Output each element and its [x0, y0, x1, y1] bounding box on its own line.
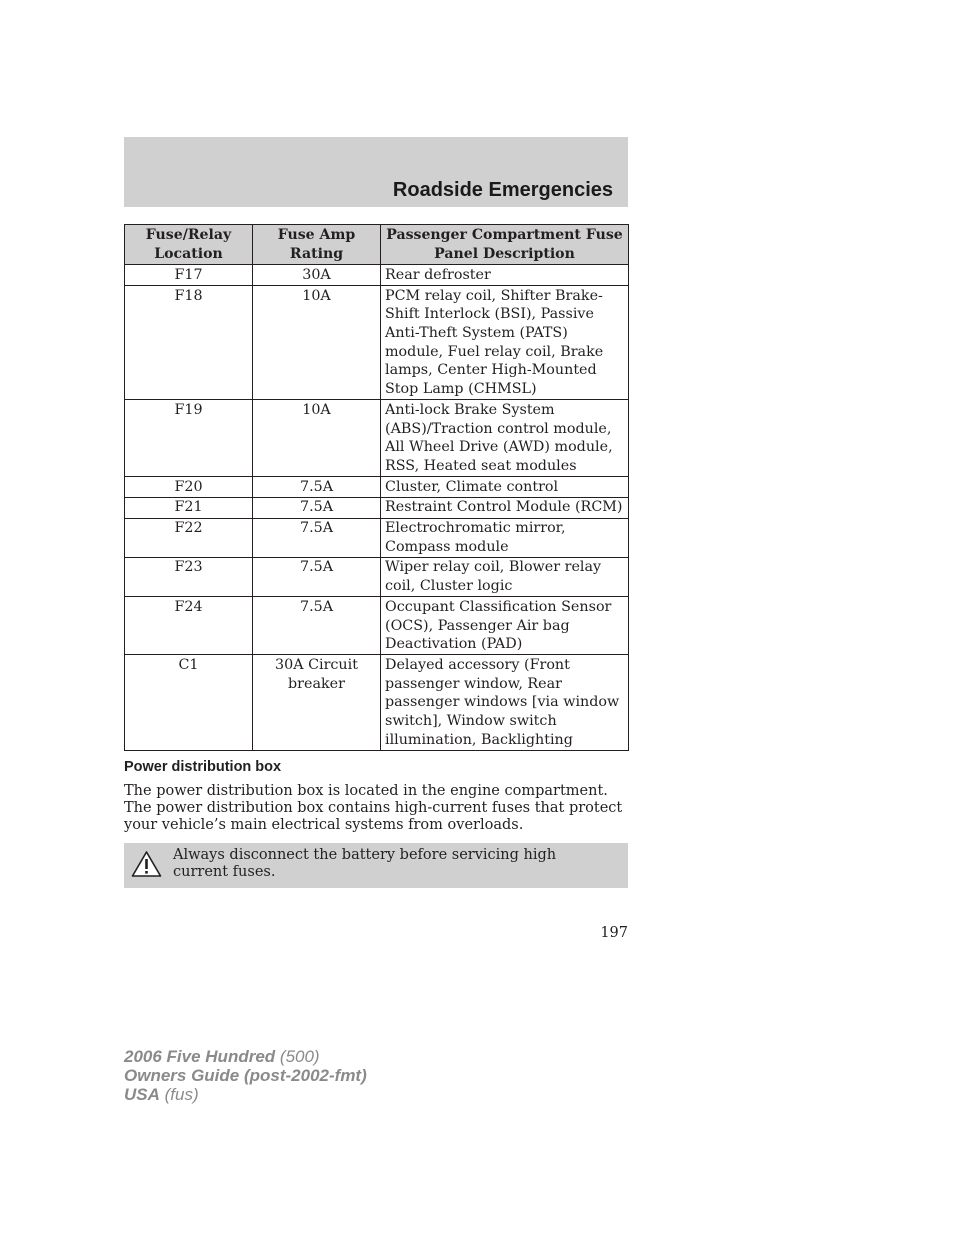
cell-location: F22 [125, 518, 253, 557]
cell-location: F23 [125, 557, 253, 596]
cell-description: Cluster, Climate control [381, 477, 629, 498]
cell-rating: 10A [253, 286, 381, 400]
column-header-location: Fuse/Relay Location [125, 225, 253, 265]
page-number: 197 [600, 925, 628, 941]
cell-description: Electrochromatic mirror, Compass module [381, 518, 629, 557]
section-heading: Power distribution box [124, 759, 282, 775]
footer-line-market [124, 1085, 367, 1104]
table-row [125, 265, 629, 286]
cell-description: Restraint Control Module (RCM) [381, 497, 629, 518]
section-body-text: The power distribution box is located in the engine compartment. The power distribution box contains high-current fuses that protect your vehicle’s main electrical systems from overloads. [124, 783, 623, 833]
cell-location: F21 [125, 497, 253, 518]
cell-rating: 7.5A [253, 518, 381, 557]
warning-text: Always disconnect the battery before servicing high current fuses. [173, 847, 557, 880]
cell-description: Occupant Classification Sensor (OCS), Passenger Air bag Deactivation (PAD) [381, 597, 629, 655]
cell-rating: 30A [253, 265, 381, 286]
footer-market-code: (fus) [164, 1085, 199, 1104]
cell-rating: 7.5A [253, 477, 381, 498]
footer-model-code: (500) [279, 1047, 320, 1066]
cell-location: F19 [125, 400, 253, 477]
cell-rating: 7.5A [253, 497, 381, 518]
cell-description: Anti-lock Brake System (ABS)/Traction control module, All Wheel Drive (AWD) module, RSS, Heated seat modules [381, 400, 629, 477]
table-header-row [125, 225, 629, 265]
table-row [125, 477, 629, 498]
section-title: Roadside Emergencies [392, 179, 613, 201]
cell-location: F17 [125, 265, 253, 286]
cell-description: Wiper relay coil, Blower relay coil, Cluster logic [381, 557, 629, 596]
warning-box [124, 843, 628, 888]
table-row [125, 497, 629, 518]
section-header-band [124, 137, 628, 207]
warning-triangle-icon [131, 850, 162, 878]
cell-description: Rear defroster [381, 265, 629, 286]
cell-location: F24 [125, 597, 253, 655]
table-row [125, 400, 629, 477]
cell-description: Delayed accessory (Front passenger window, Rear passenger windows [via window switch], Window switch illumination, Backlighting [381, 655, 629, 751]
table-row [125, 286, 629, 400]
footer-market-name: USA [124, 1085, 160, 1104]
cell-rating: 30A Circuit breaker [253, 655, 381, 751]
cell-rating: 7.5A [253, 557, 381, 596]
footer-model-name: 2006 Five Hundred [124, 1047, 276, 1066]
cell-description: PCM relay coil, Shifter Brake-Shift Interlock (BSI), Passive Anti-Theft System (PATS) module, Fuel relay coil, Brake lamps, Center High-Mounted Stop Lamp (CHMSL) [381, 286, 629, 400]
fuse-table [124, 224, 629, 751]
cell-rating: 10A [253, 400, 381, 477]
footer-line-model [124, 1047, 367, 1066]
cell-location: C1 [125, 655, 253, 751]
cell-location: F18 [125, 286, 253, 400]
footer-guide-name: Owners Guide (post-2002-fmt) [124, 1066, 367, 1085]
document-footer [124, 1047, 367, 1104]
cell-location: F20 [125, 477, 253, 498]
cell-rating: 7.5A [253, 597, 381, 655]
column-header-description: Passenger Compartment Fuse Panel Description [381, 225, 629, 265]
table-row [125, 557, 629, 596]
table-row [125, 655, 629, 751]
table-row [125, 518, 629, 557]
column-header-rating: Fuse Amp Rating [253, 225, 381, 265]
table-row [125, 597, 629, 655]
